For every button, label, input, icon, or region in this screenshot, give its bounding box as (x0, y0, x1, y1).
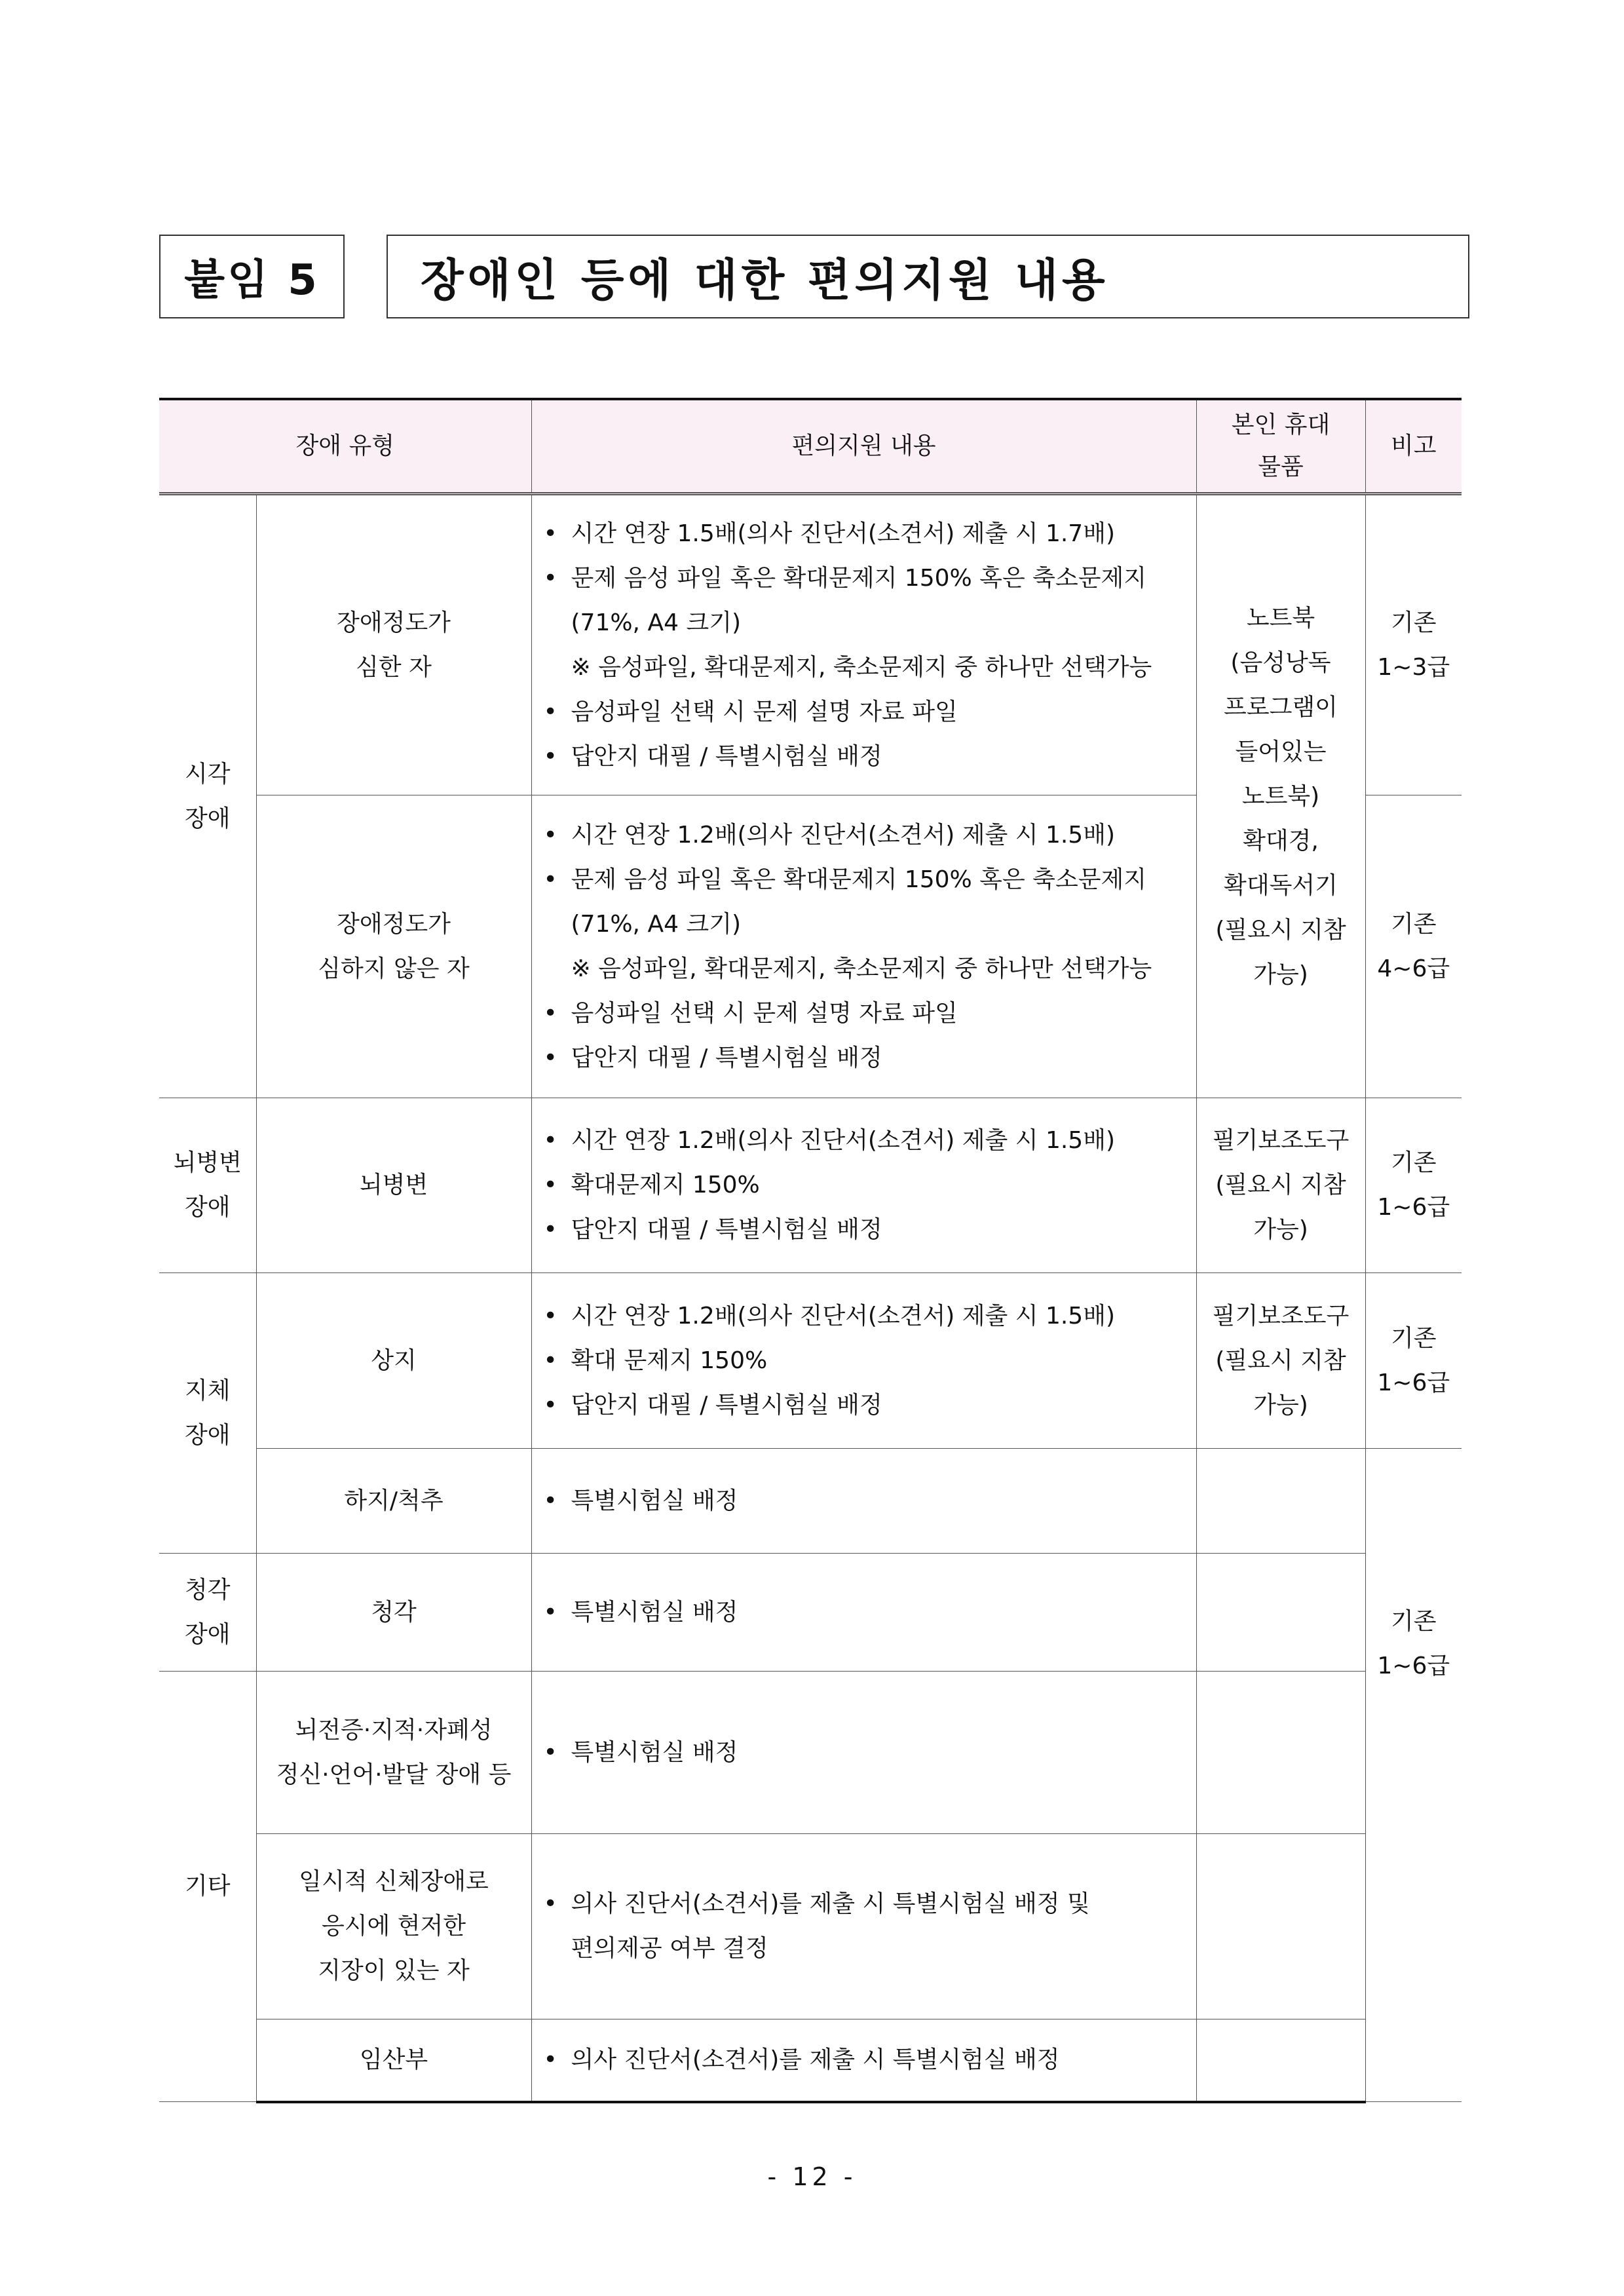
support-cell (531, 795, 1196, 1098)
carry-line: 노트북 (1246, 604, 1315, 632)
carry-line: 프로그램이 (1224, 693, 1338, 721)
category-label: 장애 (184, 1620, 231, 1648)
list-item: • 확대 문제지 150% (544, 1339, 1196, 1383)
page-number: - 12 - (767, 2162, 857, 2191)
carry-line: 가능) (1253, 1216, 1308, 1243)
subtype-cell: 청각 (256, 1554, 531, 1672)
category-hearing (159, 1554, 256, 1672)
category-brain (159, 1098, 256, 1273)
note-line: 기존 (1390, 609, 1437, 636)
note-line: 4~6급 (1377, 955, 1450, 982)
note-line: 1~6급 (1377, 1369, 1450, 1396)
list-item: • 문제 음성 파일 혹은 확대문제지 150% 혹은 축소문제지 (544, 858, 1196, 902)
note-cell (1365, 1098, 1462, 1273)
note-cell (1365, 795, 1462, 1098)
table-row (159, 1098, 1462, 1273)
table-row (159, 1672, 1462, 1834)
col-header-items (1196, 399, 1365, 494)
support-table (159, 398, 1462, 2103)
subtype-label: 응시에 현저한 (321, 1913, 466, 1940)
table-row (159, 1834, 1462, 2019)
carry-cell (1196, 1273, 1365, 1449)
carry-line: (필요시 지참 (1215, 916, 1346, 944)
subtype-label: 뇌전증·지적·자폐성 (295, 1716, 493, 1744)
page-title: 장애인 등에 대한 편의지원 내용 (387, 235, 1469, 318)
category-label: 청각 (184, 1576, 231, 1603)
list-item: • 특별시험실 배정 (544, 1731, 1196, 1775)
support-list (532, 1882, 1196, 1971)
note-cell (1365, 494, 1462, 795)
table-row (159, 1273, 1462, 1449)
list-item: • 의사 진단서(소견서)를 제출 시 특별시험실 배정 (544, 2038, 1196, 2082)
list-item: • 의사 진단서(소견서)를 제출 시 특별시험실 배정 및 (544, 1882, 1196, 1926)
carry-line: (필요시 지참 (1215, 1172, 1346, 1198)
col-header-support: 편의지원 내용 (531, 399, 1196, 494)
carry-line: 노트북) (1241, 782, 1320, 810)
note-line: 기존 (1390, 910, 1437, 938)
subtype-cell: 임산부 (256, 2019, 531, 2102)
carry-line: (음성낭독 (1230, 649, 1331, 676)
category-physical (159, 1273, 256, 1554)
table-row (159, 2019, 1462, 2102)
category-label: 지체 (184, 1377, 231, 1404)
note-line: 기존 (1390, 1608, 1437, 1635)
support-cell (531, 1098, 1196, 1273)
support-cell (531, 494, 1196, 795)
support-cell (531, 1672, 1196, 1834)
list-item: • 답안지 대필 / 특별시험실 배정 (544, 735, 1196, 779)
table-row (159, 494, 1462, 795)
carry-cell-empty (1196, 1834, 1365, 2019)
category-label: 시각 (184, 760, 231, 788)
carry-line: (필요시 지참 (1215, 1347, 1346, 1374)
carry-line: 가능) (1253, 961, 1308, 988)
subtype-label: 장애정도가 (337, 910, 451, 938)
subtype-cell: 상지 (256, 1273, 531, 1449)
col-header-type: 장애 유형 (159, 399, 531, 494)
subtype-label: 장애정도가 (337, 609, 451, 636)
list-item: • 음성파일 선택 시 문제 설명 자료 파일 (544, 991, 1196, 1036)
subtype-label: 정신·언어·발달 장애 등 (276, 1761, 512, 1788)
list-item: • 시간 연장 1.2배(의사 진단서(소견서) 제출 시 1.5배) (544, 1119, 1196, 1163)
list-note: ※ 음성파일, 확대문제지, 축소문제지 중 하나만 선택가능 (571, 653, 1152, 681)
support-list (532, 1731, 1196, 1775)
list-item: • 확대문제지 150% (544, 1163, 1196, 1208)
category-label: 장애 (184, 1421, 231, 1449)
support-cell (531, 1834, 1196, 2019)
support-cell (531, 2019, 1196, 2102)
category-label: 뇌병변 (173, 1149, 242, 1176)
note-cell (1365, 1273, 1462, 1449)
note-line: 1~3급 (1377, 653, 1450, 681)
subtype-label: 일시적 신체장애로 (299, 1868, 489, 1895)
carry-line: 필기보조도구 (1212, 1127, 1350, 1154)
carry-line: 가능) (1253, 1391, 1308, 1419)
carry-cell-empty (1196, 1672, 1365, 1834)
note-line: 기존 (1390, 1324, 1437, 1352)
carry-line: 필기보조도구 (1212, 1302, 1350, 1330)
category-label: 장애 (184, 1194, 231, 1221)
support-list (532, 1590, 1196, 1635)
list-item: • 음성파일 선택 시 문제 설명 자료 파일 (544, 690, 1196, 735)
subtype-cell (256, 795, 531, 1098)
support-cell (531, 1554, 1196, 1672)
list-item: • 특별시험실 배정 (544, 1590, 1196, 1635)
list-note: ※ 음성파일, 확대문제지, 축소문제지 중 하나만 선택가능 (571, 955, 1152, 982)
carry-line: 확대독서기 (1224, 871, 1338, 899)
col-header-items-line2: 물품 (1258, 453, 1304, 480)
note-line: 1~6급 (1377, 1194, 1450, 1221)
support-list (532, 1294, 1196, 1428)
subtype-cell (256, 1834, 531, 2019)
list-item-continuation: 편의제공 여부 결정 (571, 1935, 768, 1962)
list-item-continuation: (71%, A4 크기) (571, 910, 742, 938)
support-cell (531, 1273, 1196, 1449)
subtype-label: 지장이 있는 자 (318, 1957, 470, 1984)
carry-line: 확대경, (1243, 827, 1319, 854)
support-list (532, 1479, 1196, 1523)
list-item: • 답안지 대필 / 특별시험실 배정 (544, 1036, 1196, 1081)
support-list (532, 813, 1196, 1081)
subtype-label: 심하지 않은 자 (318, 955, 470, 982)
list-item: • 문제 음성 파일 혹은 확대문제지 150% 혹은 축소문제지 (544, 556, 1196, 601)
carry-cell (1196, 1098, 1365, 1273)
list-item: • 시간 연장 1.2배(의사 진단서(소견서) 제출 시 1.5배) (544, 1294, 1196, 1339)
list-item-continuation: (71%, A4 크기) (571, 609, 742, 636)
attachment-badge: 붙임 5 (159, 235, 345, 318)
list-item: • 시간 연장 1.2배(의사 진단서(소견서) 제출 시 1.5배) (544, 813, 1196, 858)
list-item: • 시간 연장 1.5배(의사 진단서(소견서) 제출 시 1.7배) (544, 512, 1196, 556)
category-visual (159, 494, 256, 1098)
subtype-cell (256, 494, 531, 795)
category-other: 기타 (159, 1672, 256, 2102)
subtype-label: 심한 자 (356, 653, 432, 681)
support-list (532, 2038, 1196, 2082)
subtype-cell: 뇌병변 (256, 1098, 531, 1273)
carry-line: 들어있는 (1235, 738, 1327, 765)
support-list (532, 1119, 1196, 1252)
carry-cell-empty (1196, 1449, 1365, 1554)
subtype-cell (256, 1672, 531, 1834)
col-header-note: 비고 (1365, 399, 1462, 494)
support-list (532, 512, 1196, 779)
col-header-items-line1: 본인 휴대 (1231, 411, 1331, 438)
list-item: • 답안지 대필 / 특별시험실 배정 (544, 1208, 1196, 1252)
note-line: 기존 (1390, 1149, 1437, 1176)
subtype-cell: 하지/척추 (256, 1449, 531, 1554)
list-item: • 특별시험실 배정 (544, 1479, 1196, 1523)
carry-cell-empty (1196, 2019, 1365, 2102)
table-header-row (159, 399, 1462, 494)
note-line: 1~6급 (1377, 1653, 1450, 1679)
note-cell-shared (1365, 1449, 1462, 2102)
table-row (159, 1554, 1462, 1672)
support-cell (531, 1449, 1196, 1554)
carry-cell-empty (1196, 1554, 1365, 1672)
list-item: • 답안지 대필 / 특별시험실 배정 (544, 1383, 1196, 1428)
category-label: 장애 (184, 805, 231, 832)
carry-items-visual (1196, 494, 1365, 1098)
table-row (159, 1449, 1462, 1554)
